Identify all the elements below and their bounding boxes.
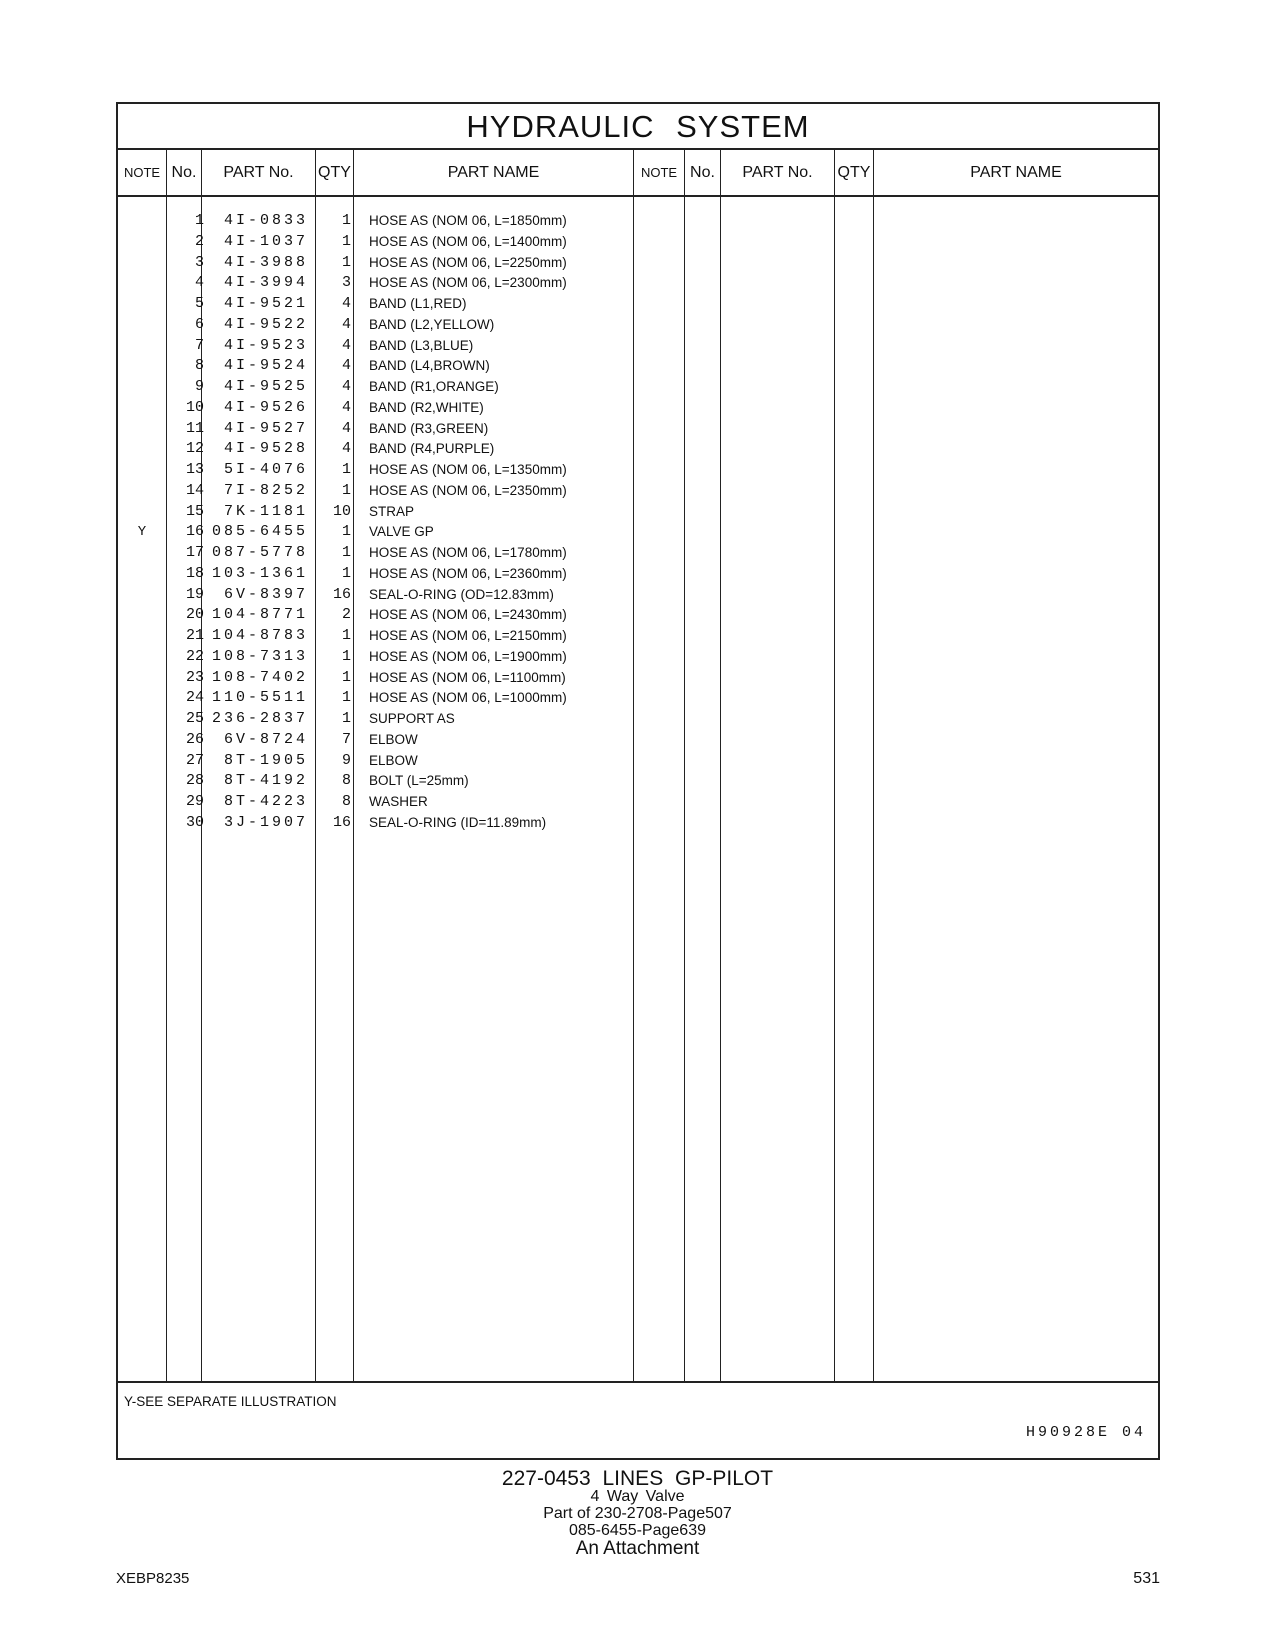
part-number-cell: 103-1361 [211, 564, 308, 582]
quantity-cell: 4 [341, 419, 351, 437]
quantity-cell: 1 [341, 627, 351, 644]
quantity-cell: 1 [341, 564, 351, 582]
section-title: HYDRAULIC SYSTEM [118, 104, 1158, 150]
item-number-cell: 1 [194, 212, 204, 229]
part-name-cell: HOSE AS (NOM 06, L=1780mm) [369, 545, 567, 560]
item-number-cell: 9 [194, 378, 204, 395]
part-number-cell: 087-5778 [211, 544, 308, 561]
table-row [118, 584, 678, 606]
part-name-cell: BAND (L2,YELLOW) [369, 316, 495, 332]
item-number-cell: 26 [185, 730, 204, 748]
part-number-cell: 4I-3988 [223, 253, 308, 271]
part-name-cell: BAND (R3,GREEN) [369, 420, 489, 436]
quantity-cell: 10 [332, 502, 351, 520]
header-no-right: No. [690, 164, 715, 181]
quantity-cell: 4 [341, 315, 351, 333]
part-number-cell: 110-5511 [211, 689, 308, 707]
quantity-cell: 16 [332, 813, 351, 831]
part-number-cell: 4I-9527 [223, 419, 308, 437]
part-number-cell: 104-8771 [211, 606, 308, 624]
item-number-cell: 5 [194, 295, 204, 312]
table-row [118, 480, 678, 502]
table-row [118, 438, 678, 460]
quantity-cell: 8 [341, 772, 351, 790]
table-row [118, 376, 678, 398]
item-number-cell: 3 [194, 253, 204, 271]
table-header [118, 150, 1158, 197]
header-part-name: PART NAME [447, 164, 540, 181]
caption-subtitle: 4 Way Valve [590, 1488, 685, 1505]
quantity-cell: 4 [341, 398, 351, 416]
item-number-cell: 16 [185, 523, 204, 541]
part-name-cell: HOSE AS (NOM 06, L=1000mm) [369, 690, 567, 706]
part-name-cell: HOSE AS (NOM 06, L=1350mm) [369, 462, 567, 477]
part-number-cell: 8T-4192 [223, 772, 308, 790]
part-number-cell: 236-2837 [211, 710, 308, 727]
header-part-no: PART No. [223, 164, 294, 181]
column-divider [873, 150, 874, 1381]
part-name-cell: HOSE AS (NOM 06, L=1100mm) [369, 669, 566, 685]
part-name-cell: HOSE AS (NOM 06, L=2430mm) [369, 607, 567, 623]
caption-reference-2: 085-6455-Page639 [568, 1522, 706, 1539]
part-number-cell: 085-6455 [211, 523, 308, 541]
item-number-cell: 28 [185, 772, 204, 790]
quantity-cell: 1 [341, 544, 351, 561]
column-divider [684, 150, 685, 1381]
part-number-cell: 108-7313 [211, 647, 308, 665]
table-row [118, 791, 678, 813]
item-number-cell: 13 [185, 461, 204, 478]
table-row [118, 687, 678, 709]
table-row [118, 418, 678, 440]
quantity-cell: 1 [341, 212, 351, 229]
quantity-cell: 16 [332, 585, 351, 603]
item-number-cell: 8 [194, 357, 204, 375]
part-number-cell: 8T-1905 [223, 751, 308, 769]
item-number-cell: 6 [194, 315, 204, 333]
part-name-cell: SUPPORT AS [369, 711, 455, 726]
table-row [118, 252, 678, 274]
part-name-cell: BAND (R1,ORANGE) [369, 379, 499, 394]
part-name-cell: HOSE AS (NOM 06, L=2360mm) [369, 565, 567, 581]
part-name-cell: BAND (L4,BROWN) [369, 358, 490, 374]
item-number-cell: 21 [185, 627, 204, 644]
quantity-cell: 4 [341, 357, 351, 375]
item-number-cell: 22 [185, 647, 204, 665]
table-row [118, 604, 678, 626]
part-name-cell: VALVE GP [369, 524, 434, 540]
part-name-cell: HOSE AS (NOM 06, L=1900mm) [369, 648, 567, 664]
quantity-cell: 1 [341, 523, 351, 541]
part-number-cell: 4I-9526 [223, 398, 308, 416]
part-number-cell: 6V-8397 [223, 585, 308, 603]
table-row [118, 335, 678, 357]
quantity-cell: 7 [341, 730, 351, 748]
footnote: Y-SEE SEPARATE ILLUSTRATION [124, 1394, 337, 1409]
part-name-cell: BOLT (L=25mm) [369, 773, 469, 789]
item-number-cell: 15 [185, 502, 204, 520]
header-no: No. [171, 164, 197, 181]
parts-table-frame [116, 102, 1160, 1460]
part-number-cell: 4I-9528 [223, 440, 308, 458]
drawing-code: H90928E 04 [1025, 1424, 1146, 1441]
table-row [118, 625, 678, 647]
part-name-cell: ELBOW [369, 752, 418, 768]
header-qty: QTY [318, 164, 351, 181]
item-number-cell: 23 [185, 668, 204, 686]
item-number-cell: 19 [185, 585, 204, 603]
part-number-cell: 4I-9524 [223, 357, 308, 375]
item-number-cell: 24 [185, 689, 204, 707]
item-number-cell: 29 [185, 793, 204, 810]
item-number-cell: 14 [185, 481, 204, 499]
caption-reference-1: Part of 230-2708-Page507 [543, 1505, 732, 1522]
item-number-cell: 11 [185, 419, 204, 437]
part-number-cell: 4I-9522 [223, 315, 308, 333]
note-cell: Y [137, 524, 147, 541]
quantity-cell: 1 [341, 647, 351, 665]
table-row [118, 770, 678, 792]
part-name-cell: BAND (R2,WHITE) [369, 399, 484, 415]
table-row [118, 542, 678, 564]
part-name-cell: HOSE AS (NOM 06, L=1400mm) [369, 233, 567, 249]
header-note: NOTE [123, 165, 161, 180]
page-number: 531 [1133, 1570, 1160, 1587]
table-row [118, 231, 678, 253]
part-name-cell: ELBOW [369, 731, 418, 747]
table-row [118, 459, 678, 481]
table-row [118, 563, 678, 585]
table-row [118, 729, 678, 751]
quantity-cell: 1 [341, 232, 351, 250]
table-row [118, 272, 678, 294]
part-number-cell: 7I-8252 [223, 481, 308, 499]
part-number-cell: 4I-1037 [223, 232, 308, 250]
part-number-cell: 4I-9523 [223, 336, 308, 354]
column-divider [834, 150, 835, 1381]
table-row [118, 667, 678, 689]
header-part-name-right: PART NAME [970, 164, 1062, 181]
header-qty-right: QTY [837, 164, 871, 181]
quantity-cell: 3 [341, 274, 351, 292]
item-number-cell: 17 [185, 544, 204, 561]
header-part-no-right: PART No. [742, 164, 813, 181]
footer-divider [118, 1381, 1158, 1383]
part-number-cell: 6V-8724 [223, 730, 308, 748]
table-row [118, 293, 678, 315]
part-name-cell: HOSE AS (NOM 06, L=2300mm) [369, 275, 567, 291]
part-number-cell: 4I-3994 [223, 274, 308, 292]
part-name-cell: STRAP [369, 503, 415, 519]
part-name-cell: HOSE AS (NOM 06, L=1850mm) [369, 213, 567, 228]
part-name-cell: BAND (L1,RED) [369, 296, 467, 311]
part-number-cell: 3J-1907 [223, 813, 308, 831]
quantity-cell: 4 [341, 378, 351, 395]
table-row [118, 708, 678, 730]
quantity-cell: 9 [341, 751, 351, 769]
table-row [118, 521, 678, 543]
part-number-cell: 8T-4223 [223, 793, 308, 810]
caption-note: An Attachment [575, 1538, 700, 1559]
quantity-cell: 1 [341, 668, 351, 686]
quantity-cell: 4 [341, 440, 351, 458]
part-number-cell: 5I-4076 [223, 461, 308, 478]
item-number-cell: 30 [185, 813, 204, 831]
part-name-cell: HOSE AS (NOM 06, L=2350mm) [369, 482, 567, 498]
document-id: XEBP8235 [116, 1570, 190, 1587]
quantity-cell: 8 [341, 793, 351, 810]
part-name-cell: SEAL-O-RING (ID=11.89mm) [369, 814, 547, 830]
header-note-right: NOTE [640, 165, 678, 180]
part-name-cell: WASHER [369, 794, 428, 809]
part-name-cell: HOSE AS (NOM 06, L=2250mm) [369, 254, 567, 270]
item-number-cell: 10 [185, 398, 204, 416]
quantity-cell: 1 [341, 689, 351, 707]
quantity-cell: 2 [341, 606, 351, 624]
table-row [118, 397, 678, 419]
part-name-cell: BAND (R4,PURPLE) [369, 441, 495, 457]
table-row [118, 646, 678, 668]
item-number-cell: 27 [185, 751, 204, 769]
part-number-cell: 108-7402 [211, 668, 308, 686]
quantity-cell: 4 [341, 295, 351, 312]
table-row [118, 355, 678, 377]
quantity-cell: 1 [341, 253, 351, 271]
item-number-cell: 12 [185, 440, 204, 458]
part-name-cell: HOSE AS (NOM 06, L=2150mm) [369, 628, 567, 643]
quantity-cell: 4 [341, 336, 351, 354]
part-number-cell: 4I-9525 [223, 378, 308, 395]
item-number-cell: 20 [185, 606, 204, 624]
caption-title: 227-0453 LINES GP-PILOT [501, 1467, 774, 1490]
part-number-cell: 104-8783 [211, 627, 308, 644]
part-number-cell: 4I-9521 [223, 295, 308, 312]
table-row [118, 501, 678, 523]
item-number-cell: 2 [194, 232, 204, 250]
item-number-cell: 25 [185, 710, 204, 727]
part-name-cell: SEAL-O-RING (OD=12.83mm) [369, 586, 554, 602]
column-divider [720, 150, 721, 1381]
quantity-cell: 1 [341, 710, 351, 727]
quantity-cell: 1 [341, 481, 351, 499]
item-number-cell: 18 [185, 564, 204, 582]
quantity-cell: 1 [341, 461, 351, 478]
table-row [118, 210, 678, 232]
table-row [118, 750, 678, 772]
part-number-cell: 4I-0833 [223, 212, 308, 229]
part-name-cell: BAND (L3,BLUE) [369, 337, 474, 353]
item-number-cell: 4 [194, 274, 204, 292]
item-number-cell: 7 [194, 336, 204, 354]
table-row [118, 314, 678, 336]
part-number-cell: 7K-1181 [223, 502, 308, 520]
table-row [118, 812, 678, 834]
